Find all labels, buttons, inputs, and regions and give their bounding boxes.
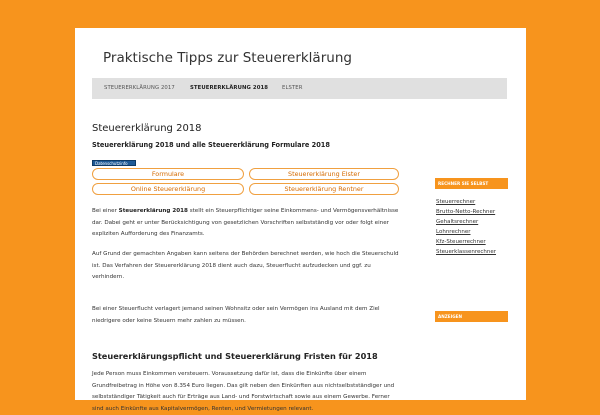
keyword-bold: Steuererklärung 2018 <box>118 208 188 214</box>
widget-title-anzeigen: ANZEIGEN <box>435 311 508 322</box>
nav-item-steuererklaerung-2018[interactable]: STEUERERKLÄRUNG 2018 <box>190 85 269 91</box>
paragraph-pflicht: Jede Person muss Einkommen versteuern. Voraussetzung dafür ist, dass die Einkünfte über einem Grundfreibetrag in Höhe von 8.354 Euro liegen. Das gilt neben den Einkünften aus nichtselbstständiger und selbstständiger Tätigkeit auch für Erträge aus Land- und Forstwirtschaft sowie aus einem Gewerbe. Ferner sind auch Einkünfte aus Kapitalvermögen, Renten, und Vermietungen relevant. <box>92 371 395 412</box>
widget-title-rechner: RECHNER SIE SELBST <box>435 178 508 189</box>
post-title: Steuererklärung 2018 <box>92 123 202 134</box>
site-title[interactable]: Praktische Tipps zur Steuererklärung <box>103 50 352 66</box>
section-heading: Steuererklärungspflicht und Steuererklärung Fristen für 2018 <box>92 351 378 361</box>
sidebar-link-kfz-steuerrechner[interactable]: Kfz-Steuerrechner <box>436 239 486 245</box>
main-navigation <box>92 78 507 99</box>
sidebar-link-gehaltsrechner[interactable]: Gehaltsrechner <box>436 219 479 225</box>
intro-paragraph: Bei einer Steuererklärung 2018 stellt ein Steuerpflichtiger seine Einkommens- und Vermögensverhältnisse dar. Dabei geht er unter Berücksichtigung von gesetzlichen Vorschriften selbstständig vor oder folgt einer expliziten Aufforderung des Finanzamts. <box>92 208 399 238</box>
formulare-button[interactable]: Formulare <box>92 168 244 180</box>
sidebar-link-steuerrechner[interactable]: Steuerrechner <box>436 199 476 205</box>
paragraph-steuerschuld: Auf Grund der gemachten Angaben kann seitens der Behörden berechnet werden, wie hoch die Steuerschuld ist. Das Verfahren der Steuererklärung 2018 dient auch dazu, Steuerflucht aufzudecken und ggf. zu verhindern. <box>92 251 399 281</box>
sidebar-link-steuerklassenrechner[interactable]: Steuerklassenrechner <box>436 249 497 255</box>
datenschutz-info-badge[interactable]: Datenschutzinfo <box>92 160 136 166</box>
page-container <box>75 28 526 412</box>
nav-item-elster[interactable]: ELSTER <box>282 85 303 91</box>
sidebar-link-lohnrechner[interactable]: Lohnrechner <box>436 229 471 235</box>
post-subtitle: Steuererklärung 2018 und alle Steuererklärung Formulare 2018 <box>92 141 330 149</box>
steuererklaerung-elster-button[interactable]: Steuererklärung Elster <box>249 168 399 180</box>
steuererklaerung-rentner-button[interactable]: Steuererklärung Rentner <box>249 183 399 195</box>
paragraph-steuerflucht: Bei einer Steuerflucht verlagert jemand seinen Wohnsitz oder sein Vermögen ins Ausland mit dem Ziel niedrigere oder keine Steuern mehr zahlen zu müssen. <box>92 306 380 324</box>
nav-item-steuererklaerung-2017[interactable]: STEUERERKLÄRUNG 2017 <box>104 85 175 91</box>
sidebar-link-brutto-netto-rechner[interactable]: Brutto-Netto-Rechner <box>436 209 496 215</box>
online-steuererklaerung-button[interactable]: Online Steuererklärung <box>92 183 244 195</box>
